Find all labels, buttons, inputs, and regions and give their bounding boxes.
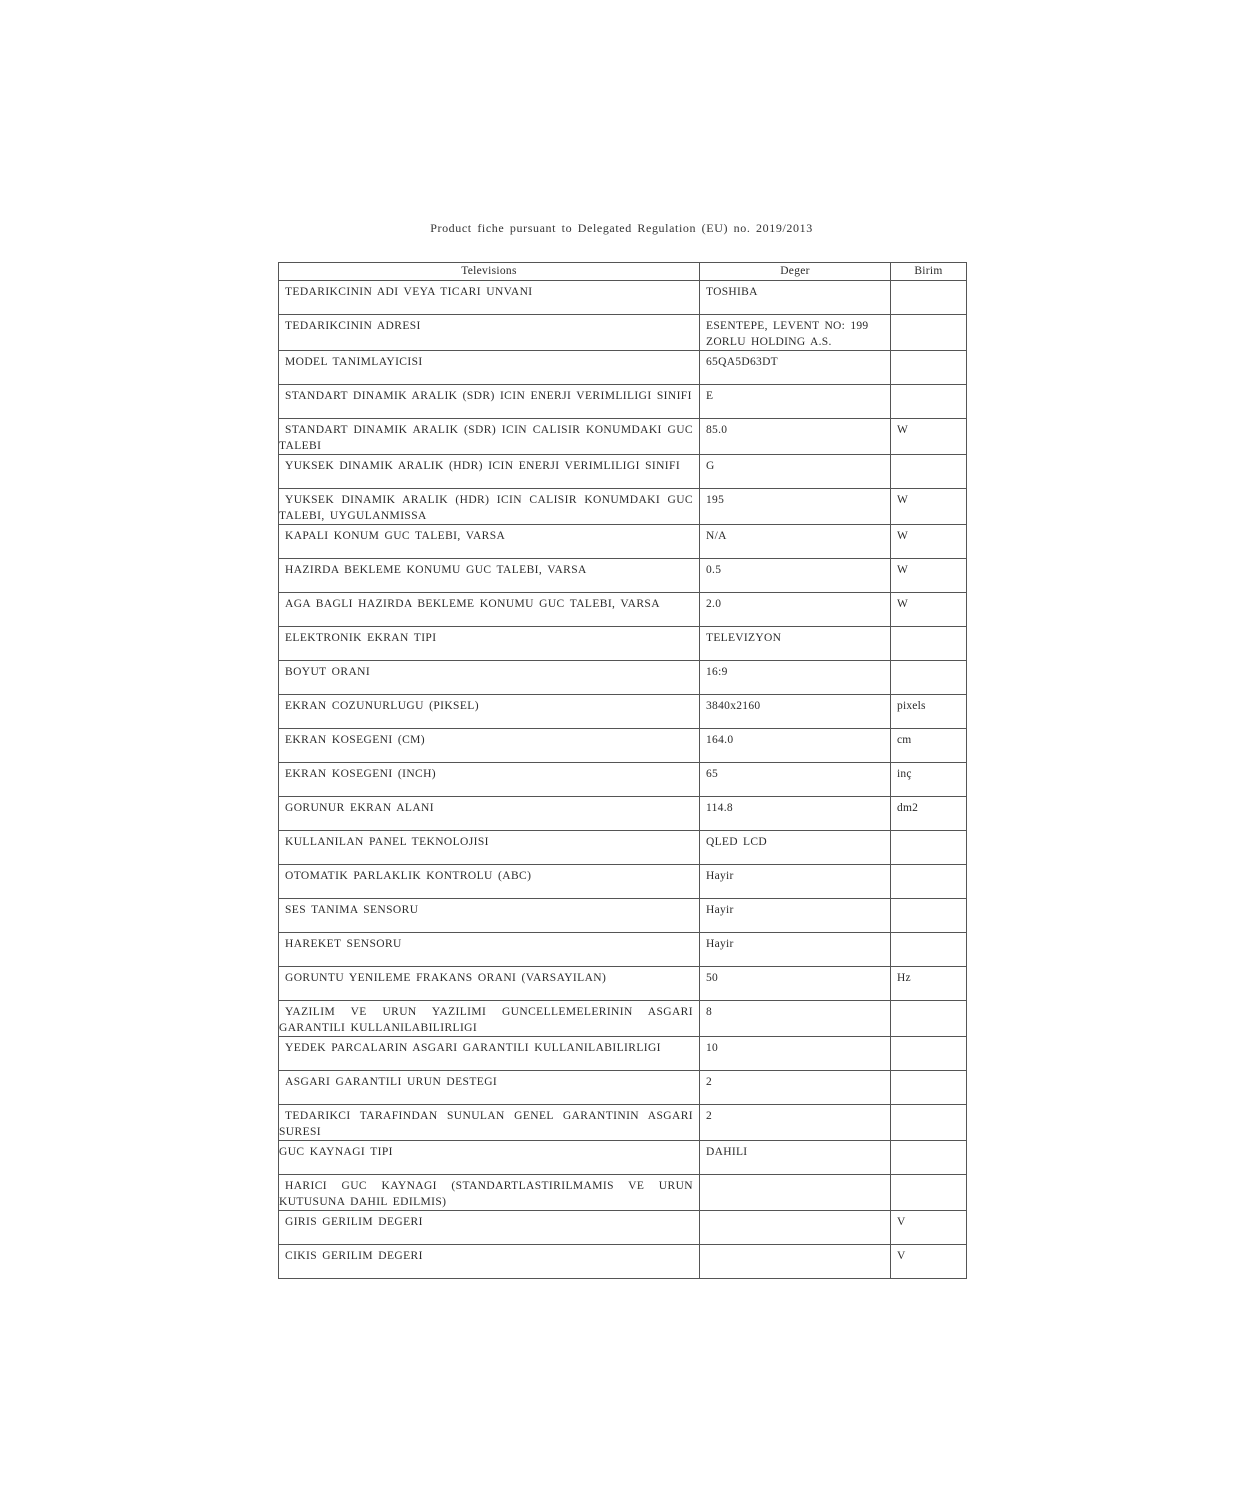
parameter-label: TEDARIKCI TARAFINDAN SUNULAN GENEL GARANTININ ASGARI SURESI — [279, 1110, 693, 1138]
header-televisions: Televisions — [279, 263, 700, 281]
value-cell — [700, 1001, 891, 1037]
parameter-value: 195 — [706, 494, 725, 506]
unit-cell — [891, 1211, 967, 1245]
value-cell — [700, 695, 891, 729]
parameter-label: EKRAN KOSEGENI (CM) — [285, 734, 426, 746]
parameter-value: DAHILI — [706, 1146, 748, 1158]
table-row — [279, 525, 967, 559]
unit-cell — [891, 933, 967, 967]
parameter-value: N/A — [706, 530, 727, 542]
value-cell — [700, 385, 891, 419]
parameter-cell — [279, 1105, 700, 1141]
table-row — [279, 797, 967, 831]
parameter-unit — [891, 933, 966, 936]
parameter-label: YEDEK PARCALARIN ASGARI GARANTILI KULLANILABILIRLIGI — [285, 1042, 661, 1054]
parameter-unit: V — [897, 1250, 906, 1262]
parameter-unit: W — [897, 564, 909, 576]
table-row — [279, 315, 967, 351]
parameter-label: KULLANILAN PANEL TEKNOLOJISI — [285, 836, 489, 848]
parameter-label: YUKSEK DINAMIK ARALIK (HDR) ICIN CALISIR KONUMDAKI GUC TALEBI, UYGULANMISSA — [279, 494, 693, 522]
parameter-label: HAZIRDA BEKLEME KONUMU GUC TALEBI, VARSA — [285, 564, 587, 576]
parameter-label: TEDARIKCININ ADI VEYA TICARI UNVANI — [285, 286, 533, 298]
table-row — [279, 1245, 967, 1279]
parameter-unit: W — [897, 494, 909, 506]
parameter-unit — [891, 281, 966, 284]
table-header-row — [279, 263, 967, 281]
parameter-cell — [279, 1037, 700, 1071]
table-row — [279, 489, 967, 525]
value-cell — [700, 1141, 891, 1175]
parameter-label: AGA BAGLI HAZIRDA BEKLEME KONUMU GUC TALEBI, VARSA — [285, 598, 660, 610]
parameter-unit — [891, 1071, 966, 1074]
unit-cell — [891, 419, 967, 455]
unit-cell — [891, 1037, 967, 1071]
value-cell — [700, 729, 891, 763]
table-row — [279, 1071, 967, 1105]
parameter-value: Hayir — [706, 870, 734, 882]
parameter-label: OTOMATIK PARLAKLIK KONTROLU (ABC) — [285, 870, 532, 882]
parameter-unit: Hz — [897, 972, 911, 984]
table-row — [279, 1211, 967, 1245]
value-cell — [700, 1071, 891, 1105]
parameter-label: BOYUT ORANI — [285, 666, 371, 678]
table-row — [279, 661, 967, 695]
value-cell — [700, 525, 891, 559]
product-fiche-table — [278, 262, 967, 1279]
unit-cell — [891, 593, 967, 627]
parameter-value: 8 — [706, 1006, 713, 1018]
table-row — [279, 1001, 967, 1037]
table-row — [279, 419, 967, 455]
table-row — [279, 627, 967, 661]
parameter-value: 3840x2160 — [706, 700, 761, 712]
unit-cell — [891, 797, 967, 831]
value-cell — [700, 763, 891, 797]
parameter-cell — [279, 933, 700, 967]
value-cell — [700, 281, 891, 315]
parameter-cell — [279, 797, 700, 831]
table-row — [279, 831, 967, 865]
parameter-cell — [279, 1001, 700, 1037]
parameter-value: QLED LCD — [706, 836, 767, 848]
value-cell — [700, 831, 891, 865]
value-cell — [700, 967, 891, 1001]
parameter-unit — [891, 865, 966, 868]
table-row — [279, 695, 967, 729]
table-row — [279, 593, 967, 627]
parameter-value: G — [706, 460, 715, 472]
unit-cell — [891, 559, 967, 593]
parameter-label: GORUNTU YENILEME FRAKANS ORANI (VARSAYILAN) — [285, 972, 607, 984]
parameter-value: TOSHIBA — [706, 286, 758, 298]
parameter-cell — [279, 455, 700, 489]
unit-cell — [891, 1071, 967, 1105]
value-cell — [700, 489, 891, 525]
parameter-unit — [891, 1141, 966, 1144]
parameter-value: ESENTEPE, LEVENT NO: 199 ZORLU HOLDING A.S. — [706, 320, 869, 348]
parameter-value: 85.0 — [706, 424, 728, 436]
unit-cell — [891, 385, 967, 419]
parameter-cell — [279, 729, 700, 763]
parameter-label: KAPALI KONUM GUC TALEBI, VARSA — [285, 530, 506, 542]
parameter-label: SES TANIMA SENSORU — [285, 904, 419, 916]
parameter-cell — [279, 315, 700, 351]
parameter-unit — [891, 385, 966, 388]
parameter-cell — [279, 1245, 700, 1279]
parameter-value: TELEVIZYON — [706, 632, 782, 644]
table-row — [279, 1105, 967, 1141]
parameter-value: 2 — [706, 1110, 713, 1122]
parameter-unit — [891, 1001, 966, 1004]
parameter-unit: W — [897, 424, 909, 436]
parameter-cell — [279, 1211, 700, 1245]
parameter-label: STANDART DINAMIK ARALIK (SDR) ICIN ENERJI VERIMLILIGI SINIFI — [285, 390, 692, 402]
table-row — [279, 933, 967, 967]
parameter-label: EKRAN KOSEGENI (INCH) — [285, 768, 437, 780]
unit-cell — [891, 865, 967, 899]
table-row — [279, 281, 967, 315]
unit-cell — [891, 1105, 967, 1141]
parameter-cell — [279, 899, 700, 933]
parameter-unit: cm — [897, 734, 912, 746]
parameter-cell — [279, 865, 700, 899]
table-row — [279, 1141, 967, 1175]
table-row — [279, 865, 967, 899]
parameter-value — [700, 1245, 890, 1248]
table-row — [279, 967, 967, 1001]
parameter-unit: W — [897, 598, 909, 610]
parameter-unit — [891, 661, 966, 664]
parameter-cell — [279, 763, 700, 797]
parameter-cell — [279, 1071, 700, 1105]
table-row — [279, 729, 967, 763]
unit-cell — [891, 967, 967, 1001]
parameter-label: GUC KAYNAGI TIPI — [279, 1146, 393, 1158]
parameter-unit — [891, 1175, 966, 1178]
parameter-cell — [279, 593, 700, 627]
unit-cell — [891, 525, 967, 559]
parameter-cell — [279, 351, 700, 385]
value-cell — [700, 661, 891, 695]
parameter-value: 50 — [706, 972, 719, 984]
parameter-label: TEDARIKCININ ADRESI — [285, 320, 421, 332]
parameter-label: EKRAN COZUNURLUGU (PIKSEL) — [285, 700, 479, 712]
parameter-unit — [891, 831, 966, 834]
parameter-value: E — [706, 390, 714, 402]
parameter-label: HARICI GUC KAYNAGI (STANDARTLASTIRILMAMIS VE URUN KUTUSUNA DAHIL EDILMIS) — [279, 1180, 693, 1208]
parameter-value: 0.5 — [706, 564, 722, 576]
table-row — [279, 899, 967, 933]
document-title: Product fiche pursuant to Delegated Regulation (EU) no. 2019/2013 — [430, 221, 813, 235]
parameter-unit: V — [897, 1216, 906, 1228]
parameter-label: CIKIS GERILIM DEGERI — [285, 1250, 423, 1262]
header-value: Deger — [700, 263, 891, 281]
table-row — [279, 1037, 967, 1071]
parameter-value: 2.0 — [706, 598, 722, 610]
parameter-label: GORUNUR EKRAN ALANI — [285, 802, 434, 814]
value-cell — [700, 1037, 891, 1071]
parameter-cell — [279, 1175, 700, 1211]
parameter-value — [700, 1175, 890, 1178]
parameter-cell — [279, 661, 700, 695]
parameter-unit — [891, 627, 966, 630]
value-cell — [700, 1175, 891, 1211]
unit-cell — [891, 351, 967, 385]
unit-cell — [891, 763, 967, 797]
parameter-cell — [279, 489, 700, 525]
unit-cell — [891, 831, 967, 865]
parameter-unit: dm2 — [897, 802, 919, 814]
parameter-value — [700, 1211, 890, 1214]
unit-cell — [891, 455, 967, 489]
parameter-value: 114.8 — [706, 802, 733, 814]
parameter-cell — [279, 385, 700, 419]
parameter-cell — [279, 559, 700, 593]
parameter-cell — [279, 1141, 700, 1175]
table-row — [279, 1175, 967, 1211]
parameter-unit — [891, 315, 966, 318]
parameter-label: ASGARI GARANTILI URUN DESTEGI — [285, 1076, 498, 1088]
parameter-cell — [279, 419, 700, 455]
parameter-cell — [279, 525, 700, 559]
parameter-label: STANDART DINAMIK ARALIK (SDR) ICIN CALISIR KONUMDAKI GUC TALEBI — [279, 424, 693, 452]
parameter-cell — [279, 627, 700, 661]
parameter-value: 16:9 — [706, 666, 728, 678]
parameter-label: YUKSEK DINAMIK ARALIK (HDR) ICIN ENERJI VERIMLILIGI SINIFI — [285, 460, 681, 472]
parameter-unit: pixels — [897, 700, 926, 712]
parameter-unit — [891, 455, 966, 458]
value-cell — [700, 559, 891, 593]
parameter-label: GIRIS GERILIM DEGERI — [285, 1216, 423, 1228]
parameter-value: Hayir — [706, 938, 734, 950]
unit-cell — [891, 1001, 967, 1037]
parameter-value: 65QA5D63DT — [706, 356, 778, 368]
parameter-label: ELEKTRONIK EKRAN TIPI — [285, 632, 437, 644]
parameter-value: 164.0 — [706, 734, 734, 746]
parameter-value: 10 — [706, 1042, 719, 1054]
parameter-label: YAZILIM VE URUN YAZILIMI GUNCELLEMELERININ ASGARI GARANTILI KULLANILABILIRLIGI — [279, 1006, 693, 1034]
unit-cell — [891, 1141, 967, 1175]
unit-cell — [891, 899, 967, 933]
unit-cell — [891, 627, 967, 661]
parameter-cell — [279, 831, 700, 865]
value-cell — [700, 865, 891, 899]
parameter-unit — [891, 1037, 966, 1040]
value-cell — [700, 627, 891, 661]
value-cell — [700, 933, 891, 967]
parameter-unit — [891, 1105, 966, 1108]
value-cell — [700, 1211, 891, 1245]
unit-cell — [891, 1175, 967, 1211]
value-cell — [700, 1245, 891, 1279]
value-cell — [700, 419, 891, 455]
table-row — [279, 763, 967, 797]
unit-cell — [891, 695, 967, 729]
header-unit: Birim — [891, 263, 967, 281]
parameter-cell — [279, 695, 700, 729]
parameter-label: MODEL TANIMLAYICISI — [285, 356, 423, 368]
value-cell — [700, 1105, 891, 1141]
value-cell — [700, 351, 891, 385]
unit-cell — [891, 661, 967, 695]
unit-cell — [891, 281, 967, 315]
value-cell — [700, 593, 891, 627]
unit-cell — [891, 1245, 967, 1279]
parameter-value: 65 — [706, 768, 719, 780]
table-row — [279, 385, 967, 419]
parameter-cell — [279, 967, 700, 1001]
parameter-value: 2 — [706, 1076, 713, 1088]
parameter-label: HAREKET SENSORU — [285, 938, 402, 950]
parameter-unit: inç — [897, 768, 912, 780]
value-cell — [700, 315, 891, 351]
parameter-cell — [279, 281, 700, 315]
value-cell — [700, 797, 891, 831]
table-row — [279, 455, 967, 489]
unit-cell — [891, 729, 967, 763]
parameter-unit — [891, 351, 966, 354]
value-cell — [700, 455, 891, 489]
unit-cell — [891, 489, 967, 525]
table-row — [279, 351, 967, 385]
table-row — [279, 559, 967, 593]
value-cell — [700, 899, 891, 933]
parameter-value: Hayir — [706, 904, 734, 916]
parameter-unit: W — [897, 530, 909, 542]
parameter-unit — [891, 899, 966, 902]
unit-cell — [891, 315, 967, 351]
table-body — [279, 281, 967, 1279]
